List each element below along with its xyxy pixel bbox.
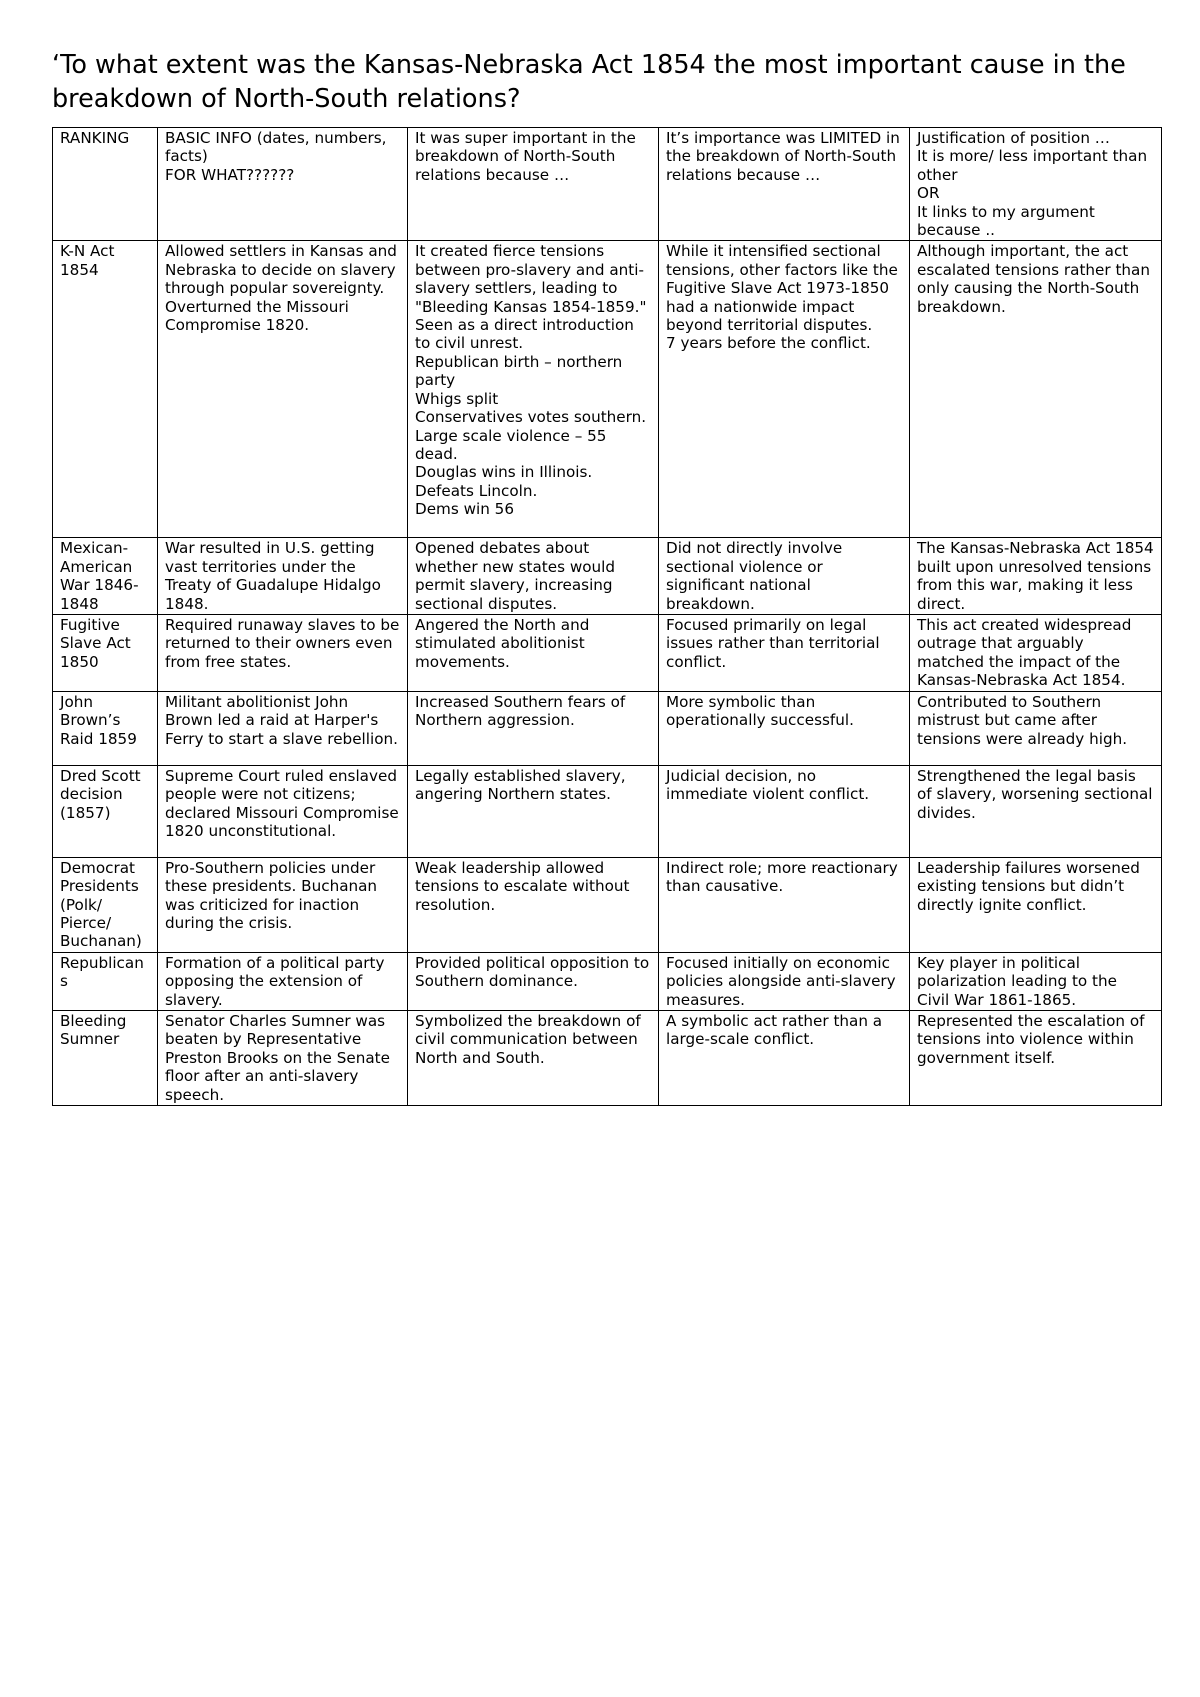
- cell-limited: Indirect role; more reactionary than causative.: [659, 857, 910, 952]
- table-row: [53, 952, 1162, 1010]
- cell-super-important: It created fierce tensions between pro-slavery and anti-slavery settlers, leading to "Bleeding Kansas 1854-1859." Seen as a direct introduction to civil unrest. Republican birth – northern party Whigs split Conservatives votes southern. Large scale violence – 55 dead. Douglas wins in Illinois. Defeats Lincoln. Dems win 56: [408, 241, 659, 538]
- cell-justification: This act created widespread outrage that arguably matched the impact of the Kansas-Nebraska Act 1854.: [910, 615, 1162, 692]
- cell-basic-info: Formation of a political party opposing the extension of slavery.: [158, 952, 408, 1010]
- cell-justification: Although important, the act escalated tensions rather than only causing the North-South breakdown.: [910, 241, 1162, 538]
- cell-limited: Did not directly involve sectional violence or significant national breakdown.: [659, 538, 910, 615]
- cell-ranking: Bleeding Sumner: [53, 1010, 158, 1105]
- cell-limited: Focused primarily on legal issues rather than territorial conflict.: [659, 615, 910, 692]
- cell-justification: Represented the escalation of tensions into violence within government itself.: [910, 1010, 1162, 1105]
- cell-limited: More symbolic than operationally successful.: [659, 691, 910, 765]
- cell-justification: Contributed to Southern mistrust but came after tensions were already high.: [910, 691, 1162, 765]
- cell-super-important: Angered the North and stimulated abolitionist movements.: [408, 615, 659, 692]
- header-justification: Justification of position … It is more/ less important than other OR It links to my argument because ..: [910, 128, 1162, 241]
- table-header-row: [53, 128, 1162, 241]
- table-row: [53, 765, 1162, 857]
- cell-basic-info: Pro-Southern policies under these presidents. Buchanan was criticized for inaction during the crisis.: [158, 857, 408, 952]
- cell-ranking: Fugitive Slave Act 1850: [53, 615, 158, 692]
- header-basic-info: BASIC INFO (dates, numbers, facts) FOR WHAT??????: [158, 128, 408, 241]
- cell-super-important: Legally established slavery, angering Northern states.: [408, 765, 659, 857]
- cell-limited: A symbolic act rather than a large-scale conflict.: [659, 1010, 910, 1105]
- table-row: [53, 615, 1162, 692]
- cell-ranking: Dred Scott decision (1857): [53, 765, 158, 857]
- cell-basic-info: Senator Charles Sumner was beaten by Representative Preston Brooks on the Senate floor after an anti-slavery speech.: [158, 1010, 408, 1105]
- cell-super-important: Weak leadership allowed tensions to escalate without resolution.: [408, 857, 659, 952]
- cell-justification: The Kansas-Nebraska Act 1854 built upon unresolved tensions from this war, making it less direct.: [910, 538, 1162, 615]
- table-row: [53, 691, 1162, 765]
- cell-ranking: John Brown’s Raid 1859: [53, 691, 158, 765]
- cell-limited: Judicial decision, no immediate violent conflict.: [659, 765, 910, 857]
- cell-ranking: Mexican-American War 1846-1848: [53, 538, 158, 615]
- cell-super-important: Opened debates about whether new states would permit slavery, increasing sectional disputes.: [408, 538, 659, 615]
- cell-ranking: K-N Act 1854: [53, 241, 158, 538]
- cell-super-important: Symbolized the breakdown of civil communication between North and South.: [408, 1010, 659, 1105]
- table-row: [53, 241, 1162, 538]
- table-row: [53, 538, 1162, 615]
- page-title: ‘To what extent was the Kansas-Nebraska Act 1854 the most important cause in the breakdown of North-South relations?: [52, 50, 1126, 114]
- cell-basic-info: War resulted in U.S. getting vast territories under the Treaty of Guadalupe Hidalgo 1848.: [158, 538, 408, 615]
- cell-basic-info: Supreme Court ruled enslaved people were not citizens; declared Missouri Compromise 1820 unconstitutional.: [158, 765, 408, 857]
- cell-justification: Key player in political polarization leading to the Civil War 1861-1865.: [910, 952, 1162, 1010]
- header-limited: It’s importance was LIMITED in the breakdown of North-South relations because …: [659, 128, 910, 241]
- causes-table: [52, 127, 1162, 1106]
- cell-super-important: Increased Southern fears of Northern aggression.: [408, 691, 659, 765]
- cell-basic-info: Militant abolitionist John Brown led a raid at Harper's Ferry to start a slave rebellion.: [158, 691, 408, 765]
- cell-basic-info: Allowed settlers in Kansas and Nebraska to decide on slavery through popular sovereignty. Overturned the Missouri Compromise 1820.: [158, 241, 408, 538]
- cell-limited: While it intensified sectional tensions, other factors like the Fugitive Slave Act 1973-1850 had a nationwide impact beyond territorial disputes. 7 years before the conflict.: [659, 241, 910, 538]
- cell-ranking: Democrat Presidents (Polk/ Pierce/ Buchanan): [53, 857, 158, 952]
- cell-justification: Strengthened the legal basis of slavery, worsening sectional divides.: [910, 765, 1162, 857]
- table-row: [53, 857, 1162, 952]
- cell-justification: Leadership failures worsened existing tensions but didn’t directly ignite conflict.: [910, 857, 1162, 952]
- cell-ranking: Republicans: [53, 952, 158, 1010]
- cell-limited: Focused initially on economic policies alongside anti-slavery measures.: [659, 952, 910, 1010]
- cell-super-important: Provided political opposition to Southern dominance.: [408, 952, 659, 1010]
- header-super-important: It was super important in the breakdown of North-South relations because …: [408, 128, 659, 241]
- header-ranking: RANKING: [53, 128, 158, 241]
- table-row: [53, 1010, 1162, 1105]
- cell-basic-info: Required runaway slaves to be returned to their owners even from free states.: [158, 615, 408, 692]
